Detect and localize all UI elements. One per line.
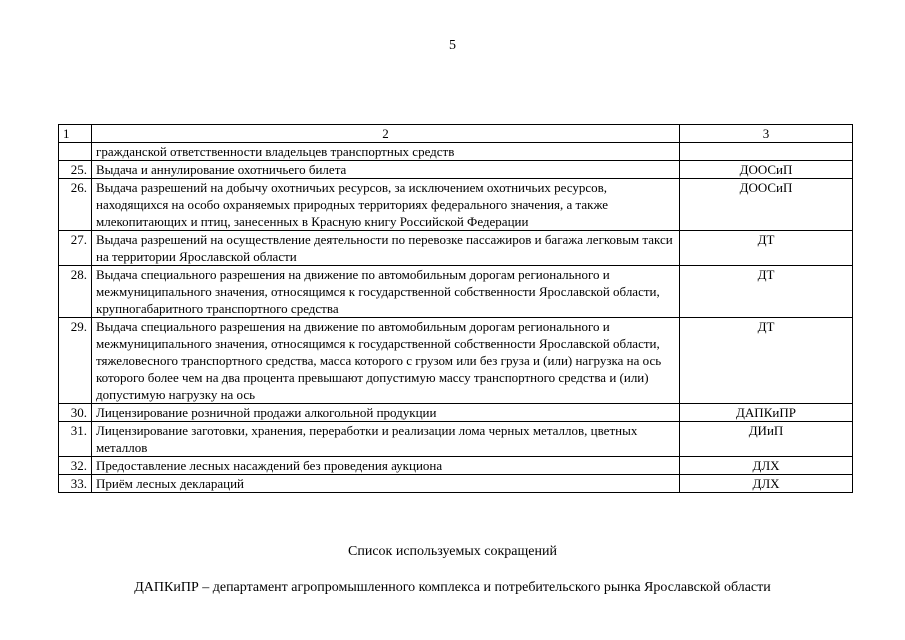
abbreviations-title: Список используемых сокращений [348, 544, 557, 559]
row-department: ДТ [680, 318, 853, 404]
row-department: ДООСиП [680, 161, 853, 179]
row-service-name: Выдача разрешений на осуществление деятельности по перевозке пассажиров и багажа легковым такси на территории Ярославской области [92, 231, 680, 266]
row-number: 26. [59, 179, 92, 231]
row-service-name: Лицензирование заготовки, хранения, переработки и реализации лома черных металлов, цветных металлов [92, 422, 680, 457]
table-header-row [59, 125, 853, 143]
header-col-3: 3 [680, 125, 853, 143]
row-department: ДЛХ [680, 475, 853, 493]
table-row [59, 161, 853, 179]
row-number: 29. [59, 318, 92, 404]
row-department [680, 143, 853, 161]
services-table [58, 124, 853, 493]
row-service-name: Предоставление лесных насаждений без проведения аукциона [92, 457, 680, 475]
row-service-name: Приём лесных деклараций [92, 475, 680, 493]
row-number [59, 143, 92, 161]
row-service-name: Выдача специального разрешения на движение по автомобильным дорогам регионального и межмуниципального значения, относящимся к государственной собственности Ярославской области, тяжеловесного транспортного средства, масса которого с грузом или без груза и (или) нагрузка на ось которого более чем на два процента превышают допустимую массу транспортного средства и (или) допустимую нагрузку на ось [92, 318, 680, 404]
page-number: 5 [449, 38, 456, 53]
header-col-1: 1 [59, 125, 92, 143]
row-department: ДТ [680, 266, 853, 318]
row-number: 30. [59, 404, 92, 422]
row-service-name: Лицензирование розничной продажи алкогольной продукции [92, 404, 680, 422]
row-number: 31. [59, 422, 92, 457]
row-department: ДТ [680, 231, 853, 266]
header-col-2: 2 [92, 125, 680, 143]
row-service-name: Выдача специального разрешения на движение по автомобильным дорогам регионального и межмуниципального значения, относящимся к государственной собственности Ярославской области, крупногабаритного транспортного средства [92, 266, 680, 318]
row-service-name: Выдача и аннулирование охотничьего билета [92, 161, 680, 179]
abbreviation-item: ДАПКиПР – департамент агропромышленного комплекса и потребительского рынка Ярославской области [134, 580, 771, 595]
row-number: 28. [59, 266, 92, 318]
table-row [59, 231, 853, 266]
row-service-name: Выдача разрешений на добычу охотничьих ресурсов, за исключением охотничьих ресурсов, находящихся на особо охраняемых природных территориях федерального значения, а также млекопитающих и птиц, занесенных в Красную книгу Российской Федерации [92, 179, 680, 231]
row-number: 32. [59, 457, 92, 475]
table-row [59, 179, 853, 231]
table-row [59, 404, 853, 422]
table-row [59, 318, 853, 404]
row-service-name: гражданской ответственности владельцев транспортных средств [92, 143, 680, 161]
row-department: ДАПКиПР [680, 404, 853, 422]
row-department: ДИиП [680, 422, 853, 457]
row-number: 33. [59, 475, 92, 493]
row-department: ДООСиП [680, 179, 853, 231]
table-row [59, 266, 853, 318]
row-number: 25. [59, 161, 92, 179]
table-row [59, 457, 853, 475]
table-row [59, 475, 853, 493]
table-row [59, 422, 853, 457]
row-department: ДЛХ [680, 457, 853, 475]
row-number: 27. [59, 231, 92, 266]
table-row [59, 143, 853, 161]
